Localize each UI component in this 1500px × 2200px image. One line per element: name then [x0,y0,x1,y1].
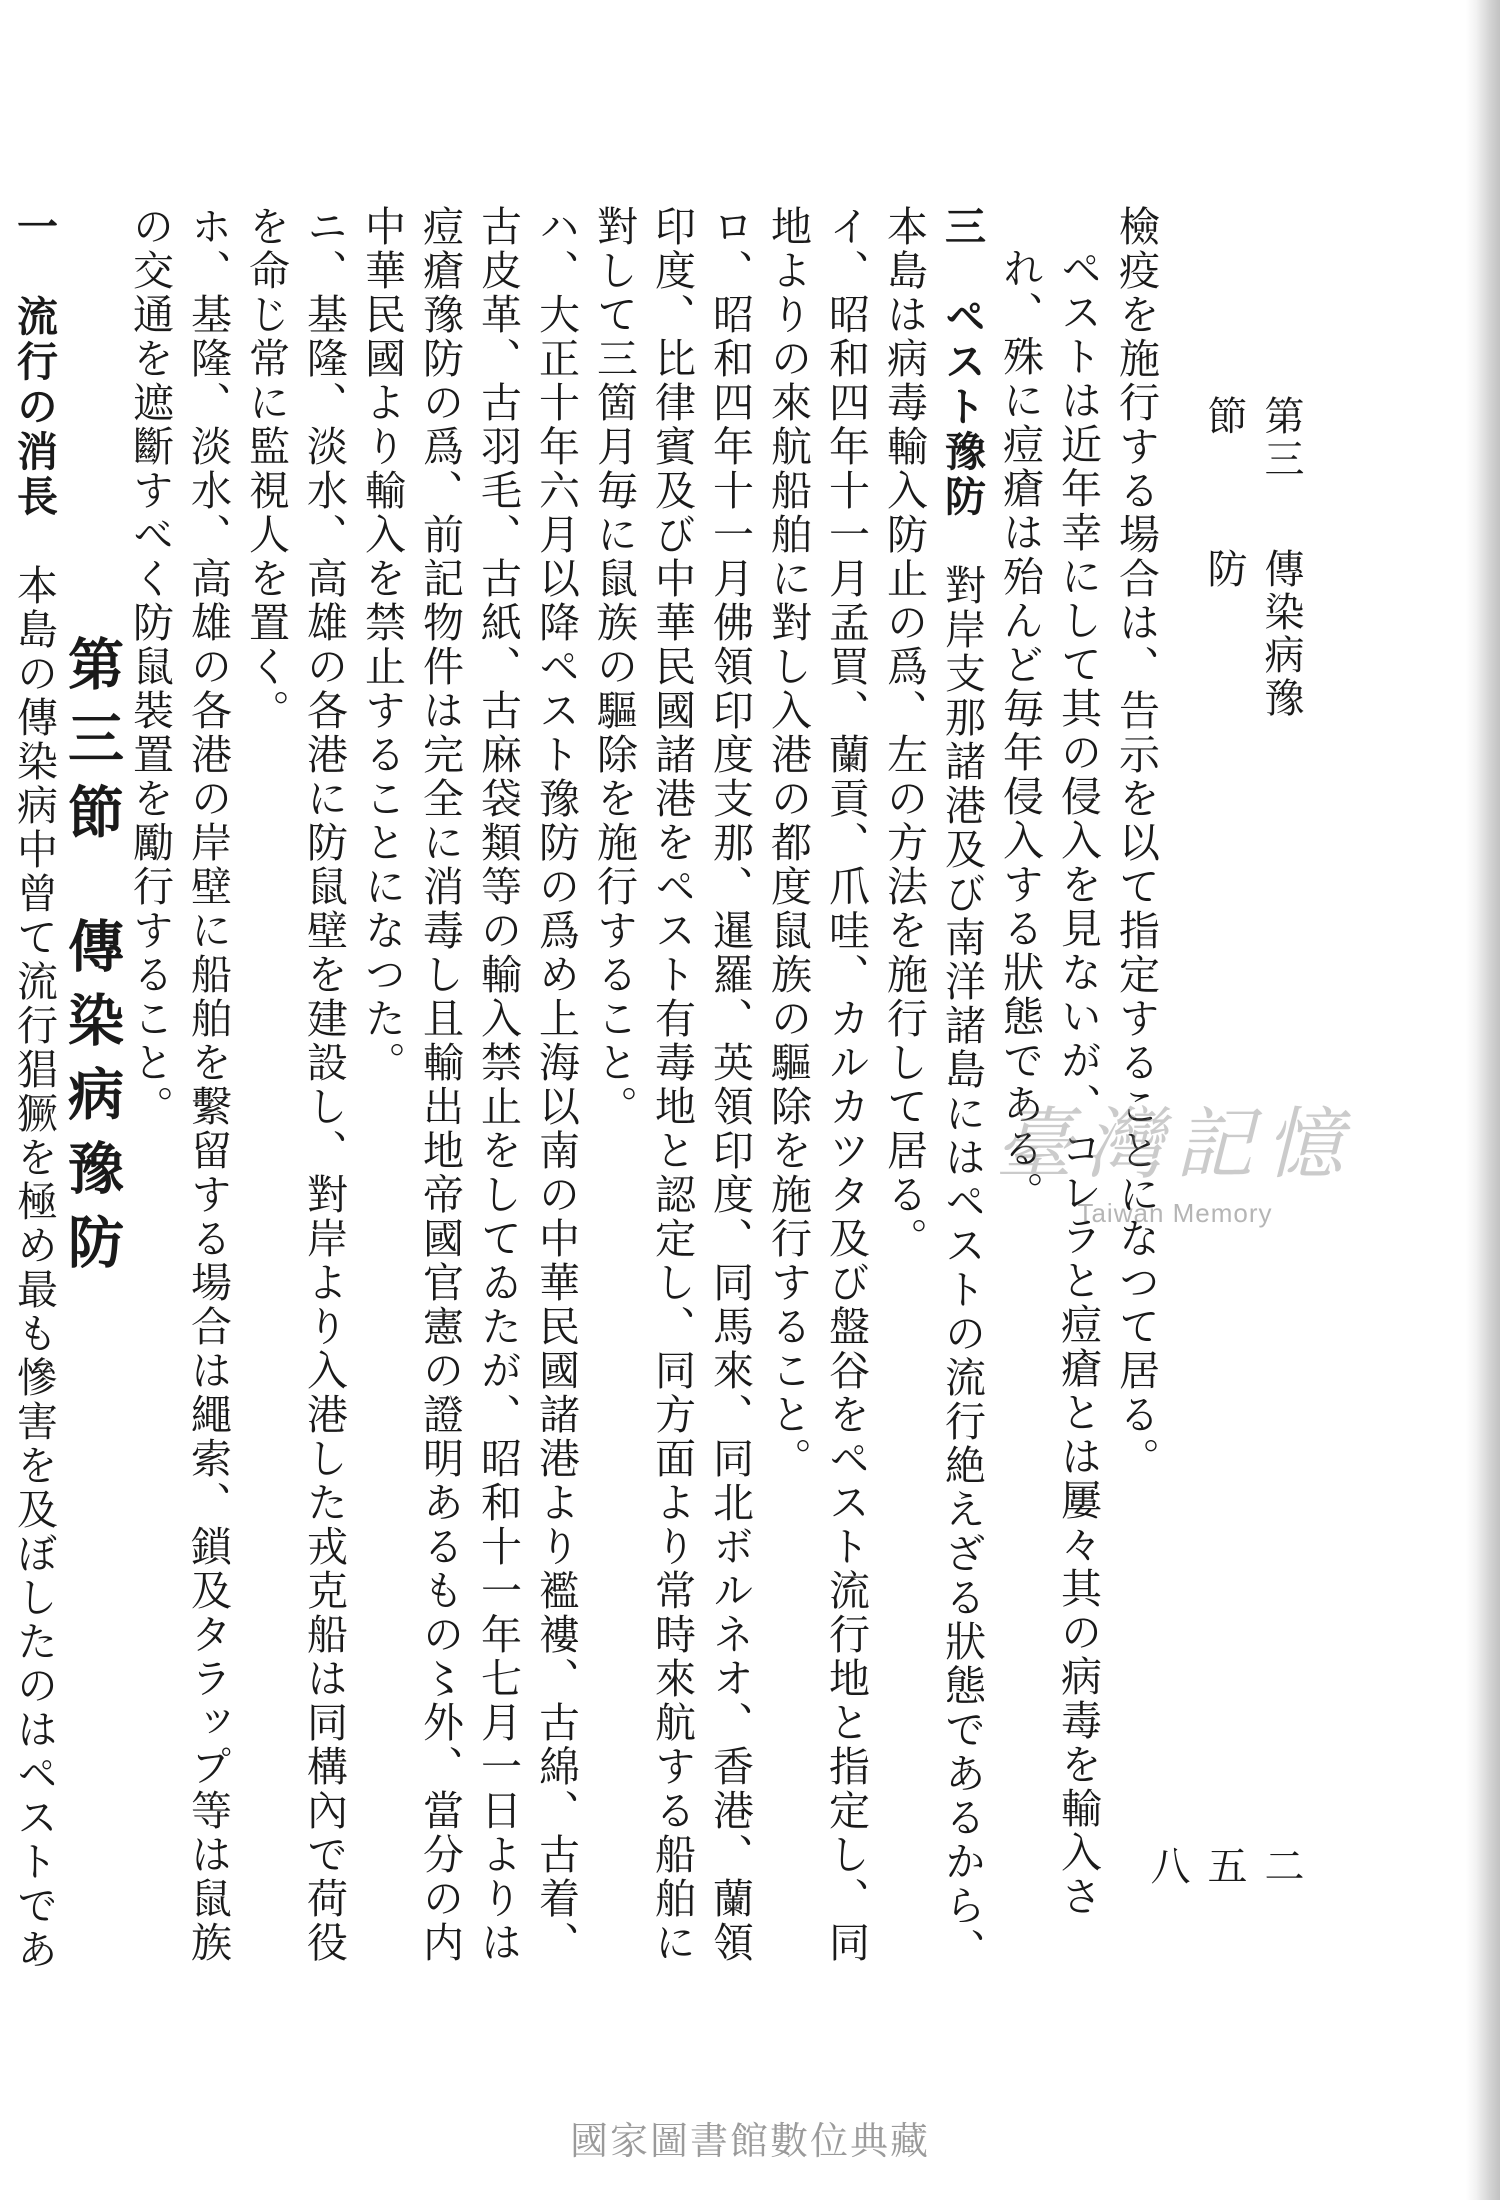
section-heading [59,205,125,2005]
header-section-title [1170,395,1310,755]
running-header [1144,395,1310,1893]
subsection-1 [0,205,63,2005]
watermark-logo: 臺灣記憶 [994,1100,1355,1190]
paragraph-1: 檢疫を施行する場合は、告示を以て指定することになつて居る。 [1112,205,1160,1481]
item-i: イ、昭和四年十一月孟買、蘭貢、爪哇、カルカツタ及び盤谷をペスト流行地と指定し、同地よりの來航船舶に對し入港の都度鼠族の驅除を施行すること。 [764,205,870,1965]
header-title: 傳染病豫防 [1201,548,1304,721]
page-edge [1466,0,1500,2200]
plague-prevention-text: 對岸支那諸港及び南洋諸島にはペストの流行絶えざる狀態であるから、本島は病毒輸入防止の爲、左の方法を施行して居る。 [880,205,986,1972]
footer-credit: 國家圖書館數位典藏 [569,2119,930,2163]
page-number: 二五八 [1144,1845,1304,1893]
watermark [985,1090,1365,1230]
plague-prevention-heading: 三 ペスト豫防 [938,205,986,520]
paragraph-2: ペストは近年幸にして其の侵入を見ないが、コレラと痘瘡とは屢々其の病毒を輸入され、殊に痘瘡は殆んど毎年侵入する狀態である。 [996,247,1102,1919]
item-ho: ホ、基隆、淡水、高雄の各港の岸壁に船舶を繫留する場合は繩索、鎖及タラップ等は鼠族の交通を遮斷すべく防鼠裝置を勵行すること。 [126,205,232,1965]
item-ha: ハ、大正十年六月以降ペスト豫防の爲め上海以南の中華民國諸港より襤褸、古綿、古着、古皮革、古羽毛、古紙、古麻袋類等の輸入禁止をしてゐたが、昭和十一年七月一日よりは痘瘡豫防の爲、前記物件は完全に消毒し且輸出地帝國官憲の證明あるもの〻外、當分の内中華民國より輸入を禁止することになつた。 [358,205,580,1965]
item-ro: ロ、昭和四年十一月佛領印度支那、暹羅、英領印度、同馬來、同北ボルネオ、香港、蘭領印度、比律賓及び中華民國諸港をペスト有毒地と認定し、同方面より常時來航する船舶に對して三箇月毎に鼠族の驅除を施行すること。 [590,205,754,1965]
section-heading-number: 第三節 [59,635,125,857]
subsection-1-heading: 一 流行の消長 [10,205,58,520]
subsection-1-text: 本島の傳染病中曾て流行猖獗を極め最も慘害を及ぼしたのはペストであ [10,564,58,1972]
watermark-subtitle: Taiwan Memory [1077,1198,1273,1228]
header-section: 第三節 [1201,395,1304,481]
section-heading-title: 傳染病豫防 [59,917,125,1287]
paragraph-3 [875,205,991,2005]
item-ni: ニ、基隆、淡水、高雄の各港に防鼠壁を建設し、對岸より入港した戎克船は同構內で荷役を命じ常に監視人を置く。 [242,205,348,1965]
